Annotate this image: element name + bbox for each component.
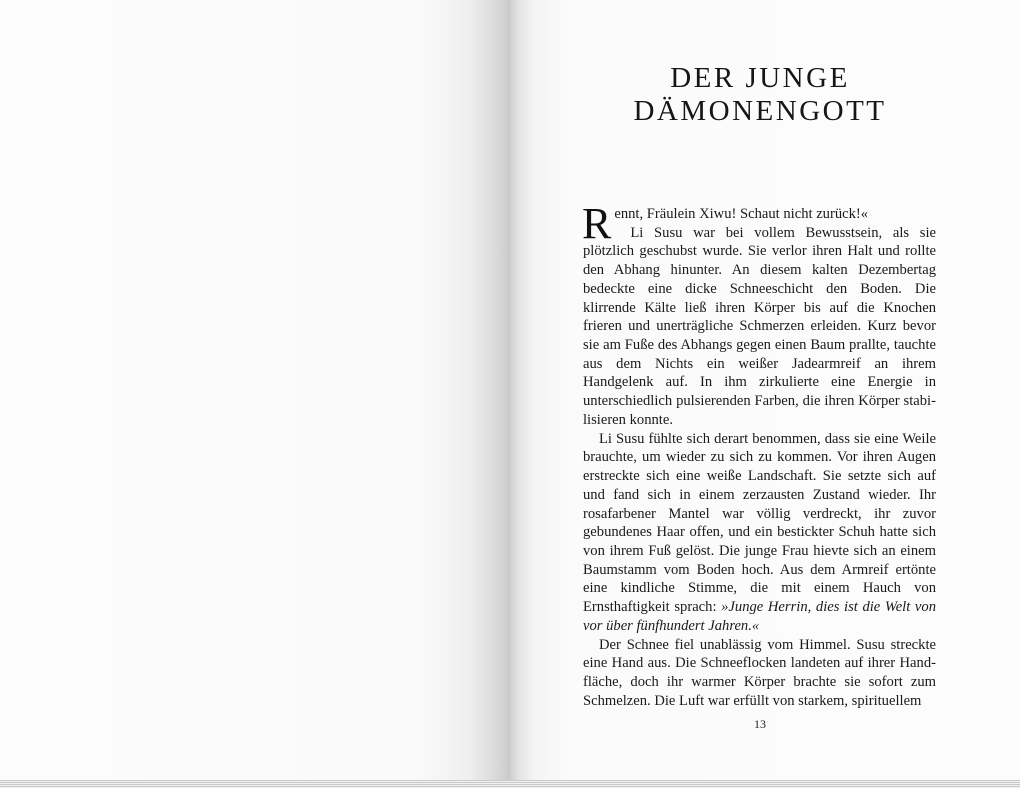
paragraph-3-quote: »Junge Herrin, dies ist die Welt von vor über fünfhundert Jahren.«	[583, 599, 936, 634]
chapter-body	[582, 199, 936, 710]
drop-cap: R	[582, 199, 612, 248]
paragraph-1	[582, 199, 936, 248]
chapter-title-line-1: DER JUNGE	[670, 62, 850, 94]
paragraph-3-text: Li Susu fühlte sich derart benommen, dass sie eine Weile brauchte, um wieder zu sich zu kommen. Vor ihren Augen erstreckte sich eine weiße Landschaft. Sie setzte sich auf und fand sich in einem zerzausten Zustand wieder. Ihr rosafarbener Mantel war völlig verdreckt, ihr zuvor gebundenes Haar offen, und ein bestickter Schuh hatte sich von ihrem Fuß gelöst. Die junge Frau hievte sich an einem Baumstamm vom Boden hoch. Aus dem Armreif ertönte eine kindliche Stimme, die mit einem Hauch von Ernsthaftigkeit sprach:	[583, 430, 936, 616]
paragraph-4: Der Schnee fiel unablässig vom Himmel. Susu streckte eine Hand aus. Die Schneeflocken landeten auf ihrer Handfläche, doch ihr warmer Körper brachte sie sofort zum Schmelzen. Die Luft war erfüllt von starkem, spirituellem	[583, 636, 936, 709]
paragraph-3	[583, 430, 936, 636]
chapter-title	[580, 62, 940, 128]
page-number: 13	[754, 717, 766, 731]
left-page	[0, 0, 510, 780]
paragraph-2: Li Susu war bei vollem Bewusstsein, als sie plötzlich geschubst wurde. Sie verlor ihren Halt und rollte den Abhang hinunter. An diesem kalten Dezembertag bedeckte eine dicke Schneeschicht den Boden. Die klirrende Kälte ließ ihren Körper bis auf die Knochen frieren und unerträgliche Schmerzen erleiden. Kurz bevor sie am Fuße des Abhangs gegen einen Baum prallte, tauchte aus dem Nichts ein weißer Jadearmreif an ihrem Handgelenk auf. In ihm zirkulierte eine Energie in unterschiedlich pulsierenden Farben, die ihren Körper stabilisieren konnte.	[583, 224, 936, 428]
chapter-title-line-2: DÄMONENGOTT	[633, 95, 887, 127]
paragraph-1-text: ennt, Fräulein Xiwu! Schaut nicht zurück!«	[614, 206, 869, 222]
page-edges	[0, 780, 1020, 788]
